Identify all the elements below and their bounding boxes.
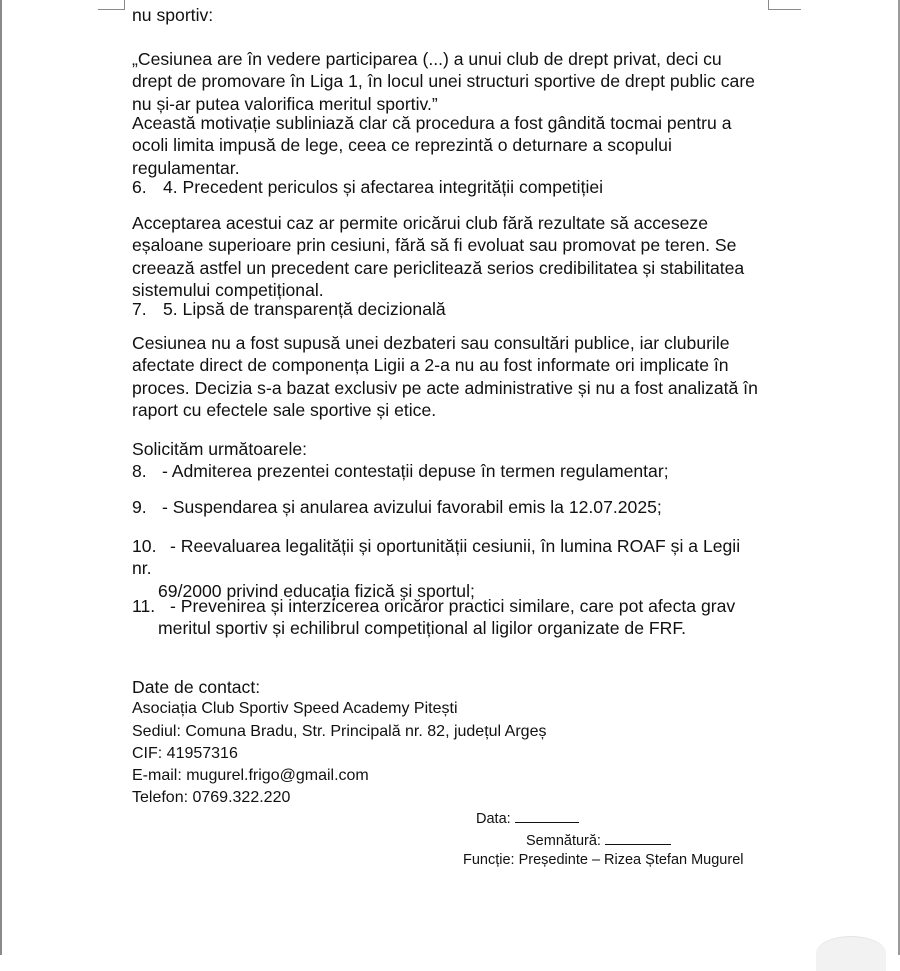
request-item-8	[132, 460, 669, 482]
date-line	[476, 808, 579, 830]
section-body-7: Cesiunea nu a fost supusă unei dezbateri sau consultări publice, iar cluburile afectate direct de componența Ligii a 2-a nu au fost informate ori implicate în proces. Decizia s-a bazat exclusiv pe acte administrative și nu a fost analizată în raport cu efectele sale sportive și etice.	[132, 333, 758, 420]
quoted-motivation: „Cesiunea are în vedere participarea (...) a unui club de drept privat, deci cu drept de promovare în Liga 1, în locul unei structuri sportive de drept public care nu și-ar putea valorifica meritul sportiv.”	[132, 49, 755, 114]
page-corner-mark-left	[98, 0, 125, 10]
contact-title: Date de contact:	[132, 677, 261, 697]
section-body-6: Acceptarea acestui caz ar permite oricărui club fără rezultate să acceseze eșaloane superioare prin cesiuni, fără să fi evoluat sau promovat pe teren. Se creează astfel un precedent care periclitează serios credibilitatea și stabilitatea sistemului competițional.	[132, 213, 745, 300]
request-text: - Admiterea prezentei contestații depuse în termen regulamentar;	[162, 461, 669, 481]
request-item-9	[132, 496, 662, 518]
request-number: 10.	[132, 536, 157, 556]
signature-blank	[605, 832, 671, 845]
page-left-edge	[0, 0, 2, 955]
request-text-line-1: - Reevaluarea legalității și oportunității cesiunii, în lumina ROAF și a Legii nr.	[132, 536, 741, 579]
request-item-10	[132, 535, 762, 602]
page-corner-mark-right	[768, 0, 801, 10]
request-text-line-2: 69/2000 privind educația fizică și sportul;	[158, 580, 475, 601]
date-blank	[515, 810, 579, 823]
contact-cif: CIF: 41957316	[132, 744, 238, 762]
date-label: Data:	[476, 811, 511, 827]
scroll-overlay-shape	[816, 936, 886, 971]
contact-organization: Asociația Club Sportiv Speed Academy Pitești	[132, 700, 458, 718]
section-heading-text: 5. Lipsă de transparență decizională	[163, 299, 446, 319]
signature-label: Semnătură:	[526, 833, 601, 849]
request-number: 11.	[132, 596, 156, 616]
signatory-function: Funcție: Președinte – Rizea Ștefan Mugurel	[463, 852, 744, 868]
motivation-comment: Această motivație subliniază clar că procedura a fost gândită tocmai pentru a ocoli limita impusă de lege, ceea ce reprezintă o deturnare a scopului regulamentar.	[132, 113, 732, 178]
requests-heading: Solicităm următoarele:	[132, 439, 308, 459]
request-text-line-2: meritul sportiv și echilibrul competițional al ligilor organizate de FRF.	[158, 618, 687, 639]
section-heading-7	[132, 298, 446, 320]
section-heading-text: 4. Precedent periculos și afectarea integrității competiției	[163, 177, 604, 197]
contact-email: E-mail: mugurel.frigo@gmail.com	[132, 767, 369, 785]
section-number: 7.	[132, 299, 147, 319]
contact-phone: Telefon: 0769.322.220	[132, 789, 291, 807]
intro-fragment: nu sportiv:	[132, 5, 214, 25]
contact-block	[132, 676, 546, 810]
section-heading-6	[132, 176, 603, 198]
request-number: 9.	[132, 497, 147, 517]
request-item-11	[132, 595, 735, 640]
contact-address: Sediul: Comuna Bradu, Str. Principală nr. 82, județul Argeș	[132, 722, 547, 740]
section-number: 6.	[132, 177, 147, 197]
request-text-line-1: - Prevenirea și interzicerea oricăror practici similare, care pot afecta grav	[170, 596, 736, 616]
request-text: - Suspendarea și anularea avizului favorabil emis la 12.07.2025;	[162, 497, 662, 517]
request-number: 8.	[132, 461, 147, 481]
